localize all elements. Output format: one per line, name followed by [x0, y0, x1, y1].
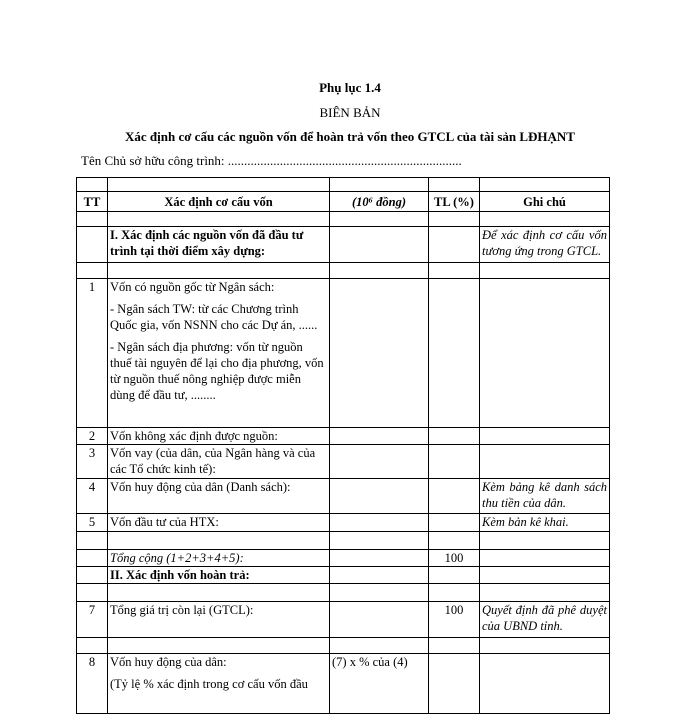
table-row: [77, 567, 610, 584]
total-label: Tổng cộng (1+2+3+4+5):: [108, 550, 330, 567]
spacer-row: [77, 638, 610, 654]
row-7-ratio: 100: [429, 602, 480, 638]
row-8-amount: (7) x % của (4): [330, 654, 429, 714]
header-ratio: TL (%): [429, 192, 480, 212]
table-row: [77, 227, 610, 263]
row-3-label: Vốn vay (của dân, của Ngân hàng và của các Tổ chức kinh tế):: [108, 445, 330, 479]
header-amount: (10⁶ đồng): [330, 192, 429, 212]
row-8-tt: 8: [77, 654, 108, 714]
table-row: [77, 514, 610, 532]
table-row: [77, 279, 610, 428]
table-row: [77, 445, 610, 479]
total-ratio: 100: [429, 550, 480, 567]
row-7-note: Quyết định đã phê duyệt của UBND tỉnh.: [480, 602, 610, 638]
table-row: [77, 428, 610, 445]
row-5-label: Vốn đầu tư của HTX:: [108, 514, 330, 532]
owner-line: Tên Chủ sở hữu công trình: ........................................................................: [81, 153, 462, 168]
row-2-tt: 2: [77, 428, 108, 445]
header-row: [77, 192, 610, 212]
row-1-tt: 1: [77, 279, 108, 428]
row-4-label: Vốn huy động của dân (Danh sách):: [108, 479, 330, 514]
header-item: Xác định cơ cấu vốn: [108, 192, 330, 212]
header-tt: TT: [77, 192, 108, 212]
row-1-label: Vốn có nguồn gốc từ Ngân sách:: [110, 280, 275, 294]
document-type: BIÊN BẢN: [319, 105, 381, 120]
table-row: [77, 550, 610, 567]
spacer-row: [77, 532, 610, 550]
appendix-label: Phụ lục 1.4: [319, 80, 381, 95]
section-2-label: II. Xác định vốn hoàn trả:: [108, 567, 330, 584]
table-row: [77, 654, 610, 714]
table-row: [77, 479, 610, 514]
row-8-cell: [108, 654, 330, 714]
row-7-label: Tổng giá trị còn lại (GTCL):: [108, 602, 330, 638]
row-3-tt: 3: [77, 445, 108, 479]
spacer-row: [77, 212, 610, 227]
capital-structure-table: [76, 177, 610, 714]
header-note: Ghi chú: [480, 192, 610, 212]
row-8-label: Vốn huy động của dân:: [110, 655, 227, 669]
document-subject: Xác định cơ cấu các nguồn vốn để hoàn trả vốn theo GTCL của tài sản LĐHẠNT: [125, 129, 575, 144]
row-4-note: Kèm bảng kê danh sách thu tiền của dân.: [480, 479, 610, 514]
row-2-label: Vốn không xác định được nguồn:: [108, 428, 330, 445]
spacer-row: [77, 263, 610, 279]
row-1-sub-local: - Ngân sách địa phương: vốn từ nguồn thuế tài nguyên để lại cho địa phương, vốn từ nguồn thuế nông nghiệp được miễn dùng để đầu tư, ........: [110, 340, 324, 402]
spacer-row: [77, 178, 610, 192]
row-1-cell: [108, 279, 330, 428]
section-1-note: Để xác định cơ cấu vốn tương ứng trong GTCL.: [480, 227, 610, 263]
row-7-tt: 7: [77, 602, 108, 638]
row-8-sub: (Tỷ lệ % xác định trong cơ cấu vốn đầu: [110, 677, 308, 691]
row-5-note: Kèm bản kê khai.: [480, 514, 610, 532]
row-1-sub-central: - Ngân sách TW: từ các Chương trình Quốc gia, vốn NSNN cho các Dự án, ......: [110, 302, 318, 332]
spacer-row: [77, 584, 610, 602]
row-4-tt: 4: [77, 479, 108, 514]
table-row: [77, 602, 610, 638]
row-5-tt: 5: [77, 514, 108, 532]
section-1-label: I. Xác định các nguồn vốn đã đầu tư trình tại thời điểm xây dựng:: [108, 227, 330, 263]
